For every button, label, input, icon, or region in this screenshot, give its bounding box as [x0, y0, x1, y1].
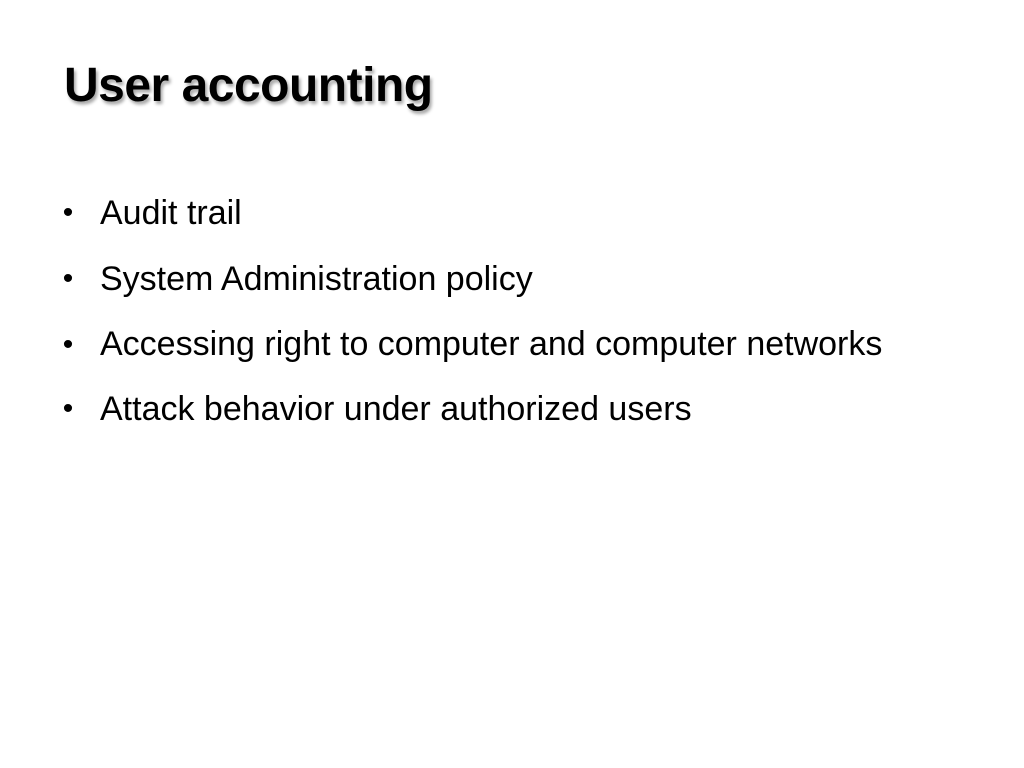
bullet-item-audit-trail — [58, 186, 938, 240]
bullet-icon: • — [62, 262, 74, 295]
bullet-text: Attack behavior under authorized users — [100, 390, 692, 428]
bullet-text: Accessing right to computer and computer networks — [100, 325, 883, 363]
bullet-item-access-rights — [58, 318, 938, 370]
bullet-text: Audit trail — [100, 194, 242, 232]
bullet-item-attack-behavior — [58, 382, 938, 436]
bullet-icon: • — [62, 392, 74, 425]
bullet-list — [58, 186, 938, 448]
bullet-icon: • — [62, 328, 74, 361]
bullet-item-admin-policy — [58, 252, 938, 306]
slide-title: User accounting — [64, 59, 433, 112]
bullet-text: System Administration policy — [100, 260, 533, 298]
bullet-icon: • — [62, 196, 74, 229]
